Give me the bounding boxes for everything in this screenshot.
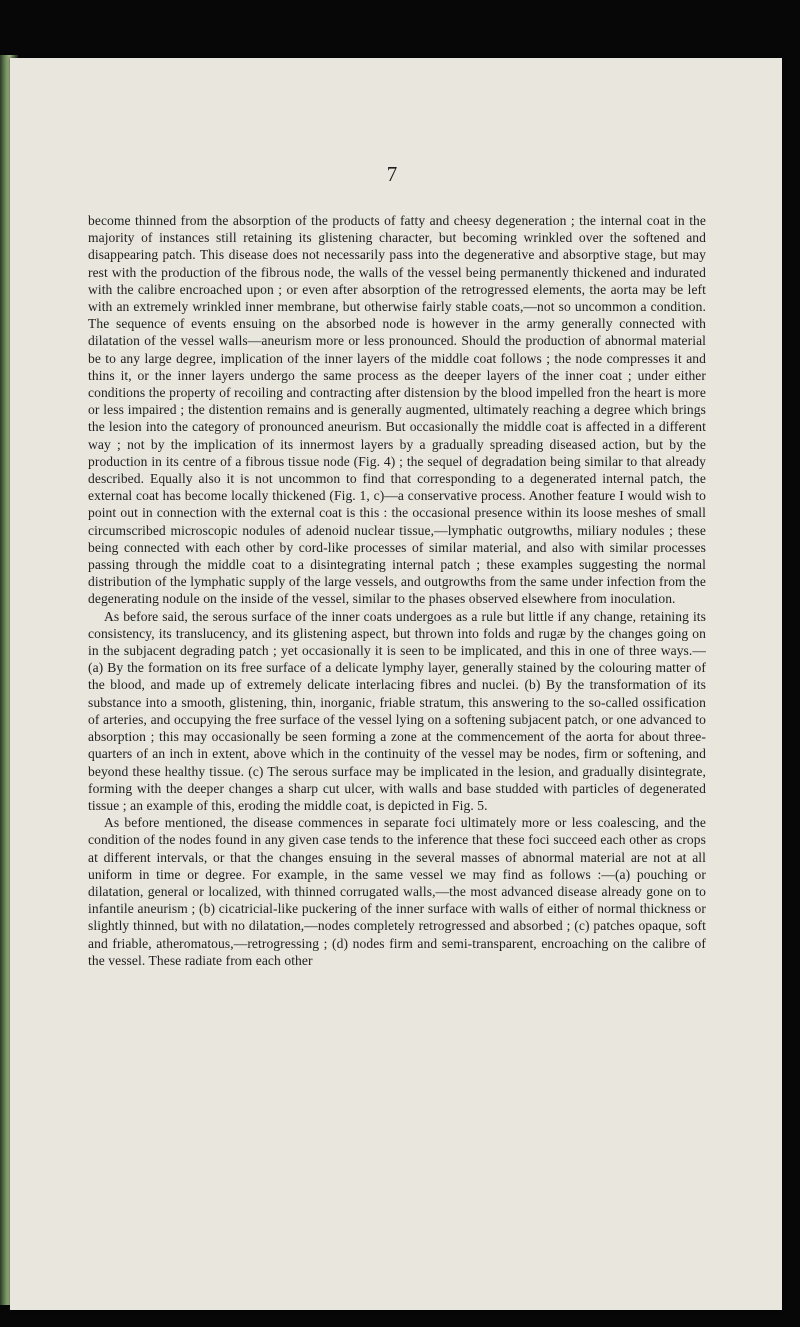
body-text (88, 212, 706, 969)
paragraph: As before said, the serous surface of the inner coats undergoes as a rule but little if any change, retaining its consistency, its translucency, and its glistening aspect, but thrown into folds and rugæ by the changes going on in the subjacent degrading patch ; yet occasionally it is seen to be implicated, and this in one of three ways.—(a) By the formation on its free surface of a delicate lymphy layer, generally stained by the colouring matter of the blood, and made up of extremely delicate interlacing fibres and nuclei. (b) By the transformation of its substance into a smooth, glistening, thin, inorganic, friable stratum, this answering to the so-called ossification of arteries, and occupying the free surface of the vessel lying on a softening subjacent patch, or one advanced to absorption ; this may occasionally be seen forming a zone at the commencement of the aorta for about three-quarters of an inch in extent, above which in the continuity of the vessel may be nodes, firm or softening, and beyond these healthy tissue. (c) The serous surface may be implicated in the lesion, and gradually disintegrate, forming with the deeper changes a sharp cut ulcer, with walls and base studded with particles of degenerated tissue ; an example of this, eroding the middle coat, is depicted in Fig. 5. (88, 608, 706, 813)
page-number: 7 (386, 162, 398, 186)
paragraph: As before mentioned, the disease commences in separate foci ultimately more or less coalescing, and the condition of the nodes found in any given case tends to the inference that these foci succeed each other as crops at different intervals, or that the changes ensuing in the several masses of abnormal material are not at all uniform in time or degree. For example, in the same vessel we may find as follows :—(a) pouching or dilatation, general or localized, with thinned corrugated walls,—the most advanced disease already gone on to infantile aneurism ; (b) cicatricial-like puckering of the inner surface with walls of either of normal thickness or slightly thinned, but with no dilatation,—nodes completely retrogressed and absorbed ; (c) patches opaque, soft and friable, atheromatous,—retrogressing ; (d) nodes firm and semi-transparent, encroaching on the calibre of the vessel. These radiate from each other (88, 815, 706, 968)
book-page (10, 58, 782, 1310)
paragraph: become thinned from the absorption of the products of fatty and cheesy degeneration ; the internal coat in the majority of instances still retaining its glistening character, but becoming wrinkled over the softened and disappearing patch. This disease does not necessarily pass into the degenerative and absorptive stage, but may rest with the production of the fibrous node, the walls of the vessel being permanently thickened and indurated with the calibre encroached upon ; or even after absorption of the retrogressed elements, the aorta may be left with an extremely wrinkled inner membrane, but otherwise fairly stable coats,—not so uncommon a condition. The sequence of events ensuing on the absorbed node is however in the army generally connected with dilatation of the vessel walls—aneurism more or less pronounced. Should the production of abnormal material be to any large degree, implication of the inner layers of the middle coat follows ; the node compresses it and thins it, or the inner layers undergo the same process as the deeper layers of the inner coat ; under either conditions the property of recoiling and contracting after distension by the blood impelled fron the heart is more or less impaired ; the distention remains and is generally augmented, ultimately reaching a degree which brings the lesion into the category of pronounced aneurism. But occasionally the middle coat is affected in a different way ; not by the implication of its innermost layers by a gradually spreading diseased action, but by the production in its centre of a fibrous tissue node (Fig. 4) ; the sequel of degradation being similar to that already described. Equally also it is not uncommon to find that corresponding to a degenerated internal patch, the external coat has become locally thickened (Fig. 1, c)—a conservative process. Another feature I would wish to point out in connection with the external coat is this : the occasional presence within its loose meshes of small circumscribed microscopic nodules of adenoid nuclear tissue,—lymphatic outgrowths, miliary nodules ; these being connected with each other by cord-like processes of similar material, and also with similar processes passing through the middle coat to a disintegrating internal patch ; these examples suggesting the normal distribution of the lymphatic supply of the large vessels, and outgrowths from the same under infection from the degenerating nodule on the inside of the vessel, similar to the phases observed elsewhere from inoculation. (88, 213, 706, 607)
